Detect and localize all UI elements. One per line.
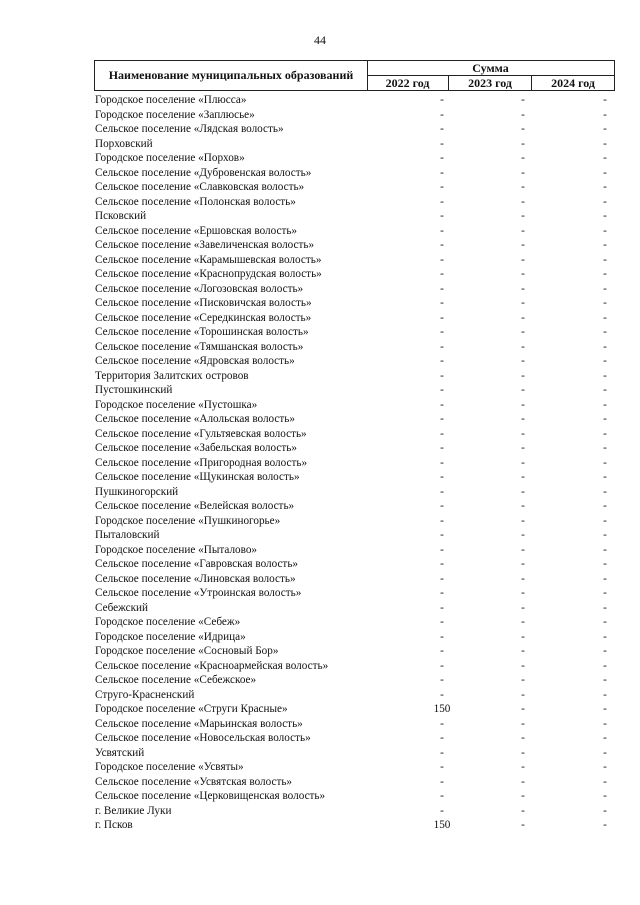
row-value-2022: - — [440, 471, 444, 483]
row-value-2024: - — [603, 398, 607, 411]
row-value-2023: - — [521, 427, 525, 440]
row-value-2022: - — [440, 616, 444, 628]
row-value-2023: - — [521, 761, 525, 773]
table-row — [0, 456, 640, 471]
row-value-2023: - — [521, 340, 525, 353]
row-value-2024: - — [603, 326, 607, 338]
row-value-2023: - — [521, 717, 525, 730]
row-value-2022: - — [440, 500, 444, 512]
row-name: Сельское поселение «Логозовская волость» — [95, 282, 304, 295]
row-value-2022: - — [440, 224, 444, 237]
row-name: Усвятский — [95, 746, 145, 759]
row-value-2024: - — [603, 529, 607, 541]
table-row — [0, 137, 640, 152]
row-name: Сельское поселение «Дубровенская волость» — [95, 166, 312, 179]
table-row — [0, 354, 640, 369]
row-value-2024: - — [603, 514, 607, 527]
row-value-2022: - — [440, 543, 444, 556]
row-value-2023: - — [521, 181, 525, 193]
row-value-2024: - — [603, 790, 607, 802]
table-row — [0, 151, 640, 166]
row-name: Сельское поселение «Гавровская волость» — [95, 558, 299, 570]
row-value-2022: 150 — [433, 819, 451, 831]
row-value-2024: - — [603, 166, 607, 179]
row-value-2022: - — [440, 514, 444, 527]
row-value-2023: - — [521, 558, 525, 570]
row-value-2023: - — [521, 804, 525, 817]
row-value-2022: - — [440, 790, 444, 802]
row-value-2022: - — [440, 572, 444, 585]
row-value-2024: - — [603, 427, 607, 440]
page-number: 44 — [314, 33, 326, 47]
row-name: Сельское поселение «Щукинская волость» — [95, 471, 300, 483]
table-row — [0, 224, 640, 239]
row-name: Городское поселение «Струги Красные» — [95, 703, 288, 715]
row-value-2022: - — [440, 558, 444, 570]
table-row — [0, 630, 640, 645]
row-name: Городское поселение «Порхов» — [95, 152, 245, 164]
row-name: Пушкиногорский — [95, 485, 179, 498]
row-value-2024: - — [603, 108, 607, 121]
table-row — [0, 760, 640, 775]
table-row — [0, 108, 640, 123]
row-value-2022: - — [440, 239, 444, 251]
row-value-2024: - — [603, 239, 607, 251]
row-value-2023: - — [521, 152, 525, 164]
row-value-2023: - — [521, 456, 525, 469]
row-value-2022: - — [440, 369, 444, 382]
row-value-2022: - — [440, 529, 444, 541]
row-name: Сельское поселение «Усвятская волость» — [95, 775, 293, 788]
row-value-2024: - — [603, 311, 607, 324]
row-value-2022: - — [440, 587, 444, 599]
row-value-2022: - — [440, 340, 444, 353]
row-value-2023: - — [521, 543, 525, 556]
table-row — [0, 804, 640, 819]
row-value-2022: 150 — [433, 703, 451, 715]
row-value-2022: - — [440, 674, 444, 686]
row-value-2022: - — [440, 485, 444, 498]
row-value-2024: - — [603, 442, 607, 454]
table-row — [0, 441, 640, 456]
table-row — [0, 485, 640, 500]
row-value-2023: - — [521, 398, 525, 411]
row-value-2023: - — [521, 137, 525, 150]
row-value-2023: - — [521, 703, 525, 715]
row-value-2024: - — [603, 819, 607, 831]
row-value-2023: - — [521, 94, 525, 106]
row-value-2023: - — [521, 732, 525, 744]
row-value-2024: - — [603, 471, 607, 483]
table-row — [0, 93, 640, 108]
row-value-2024: - — [603, 297, 607, 309]
row-value-2022: - — [440, 732, 444, 744]
row-value-2023: - — [521, 224, 525, 237]
row-value-2023: - — [521, 166, 525, 179]
table-row — [0, 775, 640, 790]
table-row — [0, 572, 640, 587]
row-value-2024: - — [603, 616, 607, 628]
row-name: Городское поселение «Пустошка» — [95, 398, 258, 411]
row-value-2022: - — [440, 456, 444, 469]
row-value-2024: - — [603, 587, 607, 599]
row-name: Себежский — [95, 601, 148, 614]
row-value-2023: - — [521, 311, 525, 324]
row-name: Сельское поселение «Ершовская волость» — [95, 224, 298, 237]
row-value-2023: - — [521, 514, 525, 527]
row-value-2022: - — [440, 659, 444, 672]
row-value-2023: - — [521, 384, 525, 396]
row-name: Сельское поселение «Церковищенская волость» — [95, 790, 326, 802]
row-value-2024: - — [603, 369, 607, 382]
table-row — [0, 789, 640, 804]
row-name: Сельское поселение «Гультяевская волость» — [95, 427, 307, 440]
table-row — [0, 644, 640, 659]
row-value-2024: - — [603, 282, 607, 295]
row-value-2024: - — [603, 703, 607, 715]
row-name: Городское поселение «Заплюсье» — [95, 108, 255, 121]
table-row — [0, 122, 640, 137]
row-value-2023: - — [521, 645, 525, 657]
row-value-2022: - — [440, 123, 444, 135]
row-value-2023: - — [521, 253, 525, 266]
row-name: Сельское поселение «Писковичская волость» — [95, 297, 312, 309]
header-name-column: Наименование муниципальных образований — [95, 61, 368, 90]
row-value-2024: - — [603, 630, 607, 643]
row-value-2023: - — [521, 674, 525, 686]
header-year-2023: 2023 год — [449, 76, 532, 90]
row-value-2024: - — [603, 340, 607, 353]
table-row — [0, 702, 640, 717]
row-name: Сельское поселение «Лядская волость» — [95, 123, 284, 135]
row-value-2022: - — [440, 181, 444, 193]
row-value-2023: - — [521, 500, 525, 512]
row-value-2024: - — [603, 137, 607, 150]
row-value-2022: - — [440, 384, 444, 396]
table-row — [0, 746, 640, 761]
row-value-2024: - — [603, 210, 607, 222]
row-value-2024: - — [603, 94, 607, 106]
row-value-2024: - — [603, 732, 607, 744]
row-value-2023: - — [521, 123, 525, 135]
header-year-2022: 2022 год — [367, 76, 449, 90]
row-value-2024: - — [603, 181, 607, 193]
row-name: Сельское поселение «Пригородная волость» — [95, 456, 308, 469]
row-value-2023: - — [521, 616, 525, 628]
table-row — [0, 601, 640, 616]
row-value-2023: - — [521, 572, 525, 585]
row-value-2024: - — [603, 384, 607, 396]
row-name: Городское поселение «Усвяты» — [95, 761, 244, 773]
row-value-2023: - — [521, 282, 525, 295]
table-row — [0, 195, 640, 210]
row-name: Сельское поселение «Красноармейская волость» — [95, 659, 329, 672]
row-value-2024: - — [603, 123, 607, 135]
table-row — [0, 659, 640, 674]
row-value-2024: - — [603, 456, 607, 469]
row-value-2022: - — [440, 311, 444, 324]
row-name: Городское поселение «Пушкиногорье» — [95, 514, 281, 527]
row-name: Сельское поселение «Велейская волость» — [95, 500, 295, 512]
row-value-2023: - — [521, 297, 525, 309]
row-value-2024: - — [603, 761, 607, 773]
row-name: г. Великие Луки — [95, 804, 172, 817]
row-value-2024: - — [603, 572, 607, 585]
row-value-2022: - — [440, 804, 444, 817]
table-row — [0, 543, 640, 558]
table-body — [0, 93, 640, 833]
table-row — [0, 731, 640, 746]
row-value-2022: - — [440, 137, 444, 150]
table-row — [0, 369, 640, 384]
row-value-2023: - — [521, 369, 525, 382]
table-row — [0, 528, 640, 543]
row-value-2024: - — [603, 601, 607, 614]
row-value-2024: - — [603, 500, 607, 512]
row-value-2023: - — [521, 688, 525, 701]
row-value-2023: - — [521, 790, 525, 802]
row-name: Сельское поселение «Себежское» — [95, 674, 257, 686]
row-value-2024: - — [603, 645, 607, 657]
row-value-2024: - — [603, 558, 607, 570]
row-value-2023: - — [521, 587, 525, 599]
row-value-2023: - — [521, 659, 525, 672]
row-name: Городское поселение «Плюсса» — [95, 94, 247, 106]
row-name: Сельское поселение «Утроинская волость» — [95, 587, 302, 599]
row-name: Пыталовский — [95, 529, 160, 541]
row-value-2022: - — [440, 413, 444, 425]
row-name: г. Псков — [95, 819, 133, 831]
row-value-2024: - — [603, 543, 607, 556]
row-value-2024: - — [603, 485, 607, 498]
row-value-2023: - — [521, 819, 525, 831]
table-row — [0, 238, 640, 253]
row-value-2022: - — [440, 94, 444, 106]
row-name: Городское поселение «Идрица» — [95, 630, 246, 643]
row-value-2023: - — [521, 210, 525, 222]
row-value-2024: - — [603, 659, 607, 672]
row-value-2024: - — [603, 195, 607, 208]
row-value-2022: - — [440, 746, 444, 759]
row-name: Сельское поселение «Завеличенская волость» — [95, 239, 315, 251]
row-name: Городское поселение «Себеж» — [95, 616, 241, 628]
row-name: Псковский — [95, 210, 147, 222]
row-value-2024: - — [603, 746, 607, 759]
row-value-2022: - — [440, 326, 444, 338]
row-name: Сельское поселение «Славковская волость» — [95, 181, 305, 193]
table-header — [94, 60, 615, 91]
header-sum-column: Сумма — [367, 61, 614, 76]
row-name: Городское поселение «Пыталово» — [95, 543, 258, 556]
row-value-2023: - — [521, 746, 525, 759]
table-row — [0, 398, 640, 413]
row-value-2022: - — [440, 166, 444, 179]
table-row — [0, 499, 640, 514]
table-row — [0, 383, 640, 398]
row-value-2024: - — [603, 355, 607, 367]
row-value-2022: - — [440, 152, 444, 164]
row-name: Сельское поселение «Тямшанская волость» — [95, 340, 304, 353]
table-row — [0, 412, 640, 427]
row-value-2022: - — [440, 427, 444, 440]
row-name: Сельское поселение «Ядровская волость» — [95, 355, 295, 367]
row-name: Сельское поселение «Торошинская волость» — [95, 326, 309, 338]
row-value-2023: - — [521, 413, 525, 425]
header-year-2024: 2024 год — [551, 75, 595, 90]
row-value-2022: - — [440, 195, 444, 208]
row-value-2022: - — [440, 630, 444, 643]
row-name: Порховский — [95, 137, 153, 150]
row-value-2023: - — [521, 355, 525, 367]
table-row — [0, 282, 640, 297]
table-row — [0, 615, 640, 630]
table-row — [0, 340, 640, 355]
row-value-2022: - — [440, 775, 444, 788]
row-value-2024: - — [603, 688, 607, 701]
row-name: Сельское поселение «Линовская волость» — [95, 572, 296, 585]
row-name: Сельское поселение «Краснопрудская волость» — [95, 268, 322, 280]
row-value-2023: - — [521, 529, 525, 541]
row-value-2022: - — [440, 355, 444, 367]
table-row — [0, 688, 640, 703]
row-value-2022: - — [440, 717, 444, 730]
row-name: Пустошкинский — [95, 384, 173, 396]
row-name: Сельское поселение «Полонская волость» — [95, 195, 296, 208]
row-name: Сельское поселение «Забельская волость» — [95, 442, 297, 454]
table-row — [0, 514, 640, 529]
row-value-2024: - — [603, 804, 607, 817]
table-row — [0, 673, 640, 688]
table-row — [0, 427, 640, 442]
row-value-2023: - — [521, 268, 525, 280]
row-value-2022: - — [440, 761, 444, 773]
row-value-2022: - — [440, 645, 444, 657]
row-value-2023: - — [521, 775, 525, 788]
table-row — [0, 586, 640, 601]
row-name: Сельское поселение «Карамышевская волость» — [95, 253, 322, 266]
row-value-2022: - — [440, 297, 444, 309]
table-row — [0, 470, 640, 485]
row-name: Сельское поселение «Новосельская волость» — [95, 732, 311, 744]
row-value-2023: - — [521, 601, 525, 614]
row-value-2024: - — [603, 253, 607, 266]
row-value-2022: - — [440, 442, 444, 454]
table-row — [0, 818, 640, 833]
row-value-2022: - — [440, 601, 444, 614]
table-row — [0, 180, 640, 195]
row-value-2023: - — [521, 108, 525, 121]
row-value-2024: - — [603, 268, 607, 280]
table-row — [0, 296, 640, 311]
table-row — [0, 717, 640, 732]
table-row — [0, 267, 640, 282]
row-value-2024: - — [603, 674, 607, 686]
row-value-2024: - — [603, 152, 607, 164]
row-name: Струго-Красненский — [95, 688, 195, 701]
row-value-2023: - — [521, 442, 525, 454]
row-name: Сельское поселение «Марьинская волость» — [95, 717, 303, 730]
row-value-2023: - — [521, 326, 525, 338]
row-value-2022: - — [440, 398, 444, 411]
row-value-2022: - — [440, 210, 444, 222]
table-row — [0, 253, 640, 268]
table-row — [0, 209, 640, 224]
row-value-2023: - — [521, 630, 525, 643]
row-name: Сельское поселение «Середкинская волость» — [95, 311, 312, 324]
row-value-2022: - — [440, 688, 444, 701]
row-value-2022: - — [440, 253, 444, 266]
row-value-2023: - — [521, 195, 525, 208]
row-value-2022: - — [440, 268, 444, 280]
row-value-2024: - — [603, 717, 607, 730]
row-name: Территория Залитских островов — [95, 369, 249, 382]
row-value-2023: - — [521, 239, 525, 251]
row-value-2023: - — [521, 471, 525, 483]
row-value-2024: - — [603, 224, 607, 237]
table-row — [0, 325, 640, 340]
row-name: Городское поселение «Сосновый Бор» — [95, 645, 279, 657]
table-row — [0, 311, 640, 326]
row-value-2024: - — [603, 775, 607, 788]
row-value-2022: - — [440, 282, 444, 295]
row-value-2023: - — [521, 485, 525, 498]
row-value-2022: - — [440, 108, 444, 121]
table-row — [0, 557, 640, 572]
row-name: Сельское поселение «Алольская волость» — [95, 413, 295, 425]
row-value-2024: - — [603, 413, 607, 425]
table-row — [0, 166, 640, 181]
